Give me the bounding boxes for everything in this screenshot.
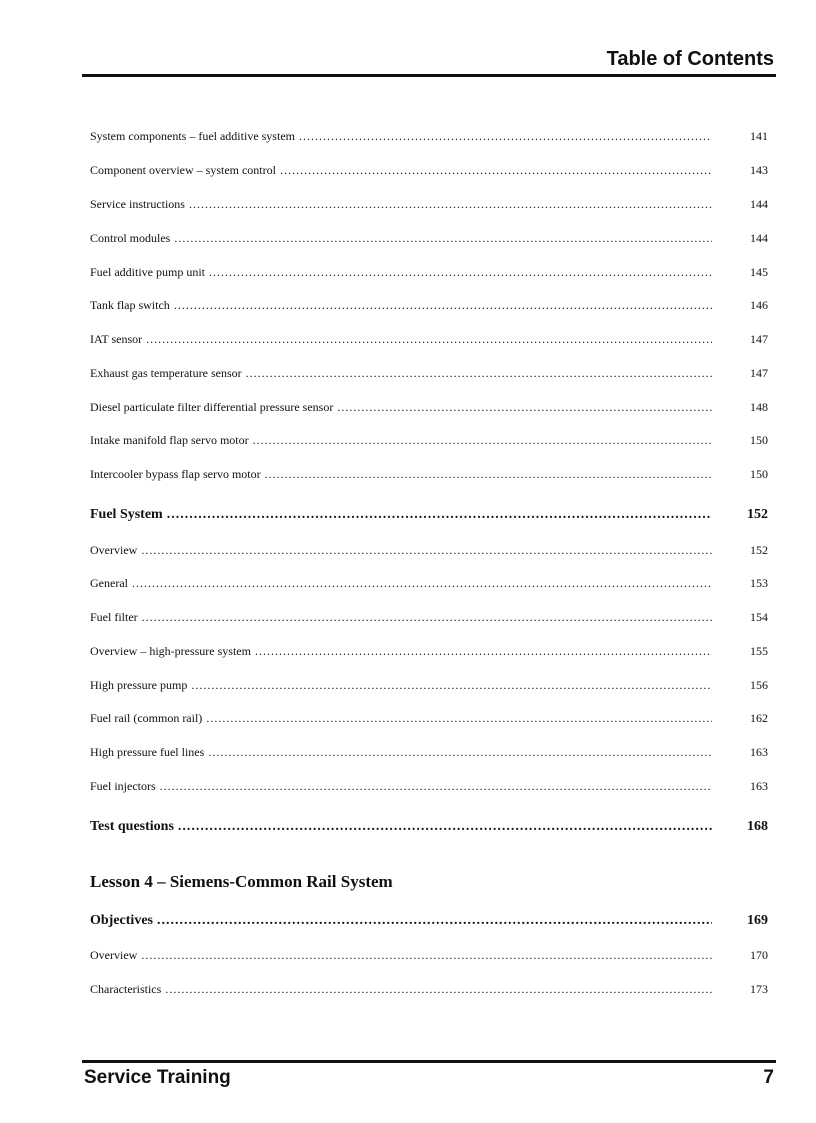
dot-leader	[174, 298, 712, 313]
toc-entry-label: High pressure pump	[90, 678, 188, 692]
toc-entry[interactable]	[90, 265, 768, 283]
dot-leader	[132, 576, 712, 591]
toc-section-label: Fuel System	[90, 507, 163, 522]
toc-entry[interactable]	[90, 400, 768, 418]
dot-leader	[208, 745, 712, 760]
toc-entry-label: Intake manifold flap servo motor	[90, 433, 249, 447]
footer-title: Service Training	[84, 1067, 231, 1088]
toc-entry-page: 173	[750, 982, 768, 996]
dot-leader	[246, 366, 712, 381]
toc-entry-page: 170	[750, 948, 768, 962]
toc-entry-label: Tank flap switch	[90, 298, 170, 312]
toc-entry-page: 150	[750, 467, 768, 481]
toc-section-page: 168	[747, 819, 768, 834]
toc-entry[interactable]	[90, 433, 768, 451]
toc-entry-page: 150	[750, 433, 768, 447]
dot-leader	[191, 678, 712, 693]
toc-entry[interactable]	[90, 467, 768, 485]
toc-entry[interactable]	[90, 332, 768, 350]
toc-entry-label: System components – fuel additive system	[90, 129, 295, 143]
toc-entry-page: 154	[750, 610, 768, 624]
toc-section-page: 152	[747, 507, 768, 522]
toc-entry[interactable]	[90, 129, 768, 147]
toc-entry-label: Fuel additive pump unit	[90, 265, 205, 279]
toc-entry[interactable]	[90, 948, 768, 966]
toc-entry[interactable]	[90, 678, 768, 696]
dot-leader	[160, 779, 712, 794]
toc-entry[interactable]	[90, 298, 768, 316]
toc-entry-page: 148	[750, 400, 768, 414]
toc-entry-page: 147	[750, 366, 768, 380]
toc-entry[interactable]	[90, 779, 768, 797]
dot-leader	[167, 507, 712, 523]
toc-entry-page: 155	[750, 644, 768, 658]
lesson-heading: Lesson 4 – Siemens-Common Rail System	[90, 872, 393, 891]
toc-entry-label: High pressure fuel lines	[90, 745, 205, 759]
toc-entry[interactable]	[90, 982, 768, 1000]
toc-entry-page: 152	[750, 543, 768, 557]
toc-entry-label: Fuel injectors	[90, 779, 156, 793]
toc-entry-page: 141	[750, 129, 768, 143]
toc-entry-label: Component overview – system control	[90, 163, 276, 177]
toc-entry-label: Overview	[90, 543, 138, 557]
dot-leader	[280, 163, 712, 178]
toc-entry-label: Exhaust gas temperature sensor	[90, 366, 242, 380]
toc-entry-page: 163	[750, 745, 768, 759]
page-header-title: Table of Contents	[606, 48, 774, 70]
dot-leader	[141, 543, 712, 558]
toc-entry-label: Characteristics	[90, 982, 162, 996]
toc-section-objectives[interactable]	[90, 913, 768, 931]
toc-entry[interactable]	[90, 610, 768, 628]
toc-entry-page: 163	[750, 779, 768, 793]
header-divider	[82, 74, 776, 77]
toc-section-fuel-system[interactable]	[90, 507, 768, 525]
toc-entry[interactable]	[90, 543, 768, 561]
toc-entry-label: Fuel filter	[90, 610, 138, 624]
toc-entry-page: 144	[750, 231, 768, 245]
toc-section-test-questions[interactable]	[90, 819, 768, 837]
toc-entry-page: 156	[750, 678, 768, 692]
dot-leader	[141, 948, 712, 963]
toc-entry-page: 146	[750, 298, 768, 312]
toc-entry-label: Diesel particulate filter differential pressure sensor	[90, 400, 334, 414]
toc-entry-page: 145	[750, 265, 768, 279]
dot-leader	[209, 265, 712, 280]
toc-entry-label: Fuel rail (common rail)	[90, 711, 203, 725]
toc-entry-label: Overview – high-pressure system	[90, 644, 251, 658]
toc-entry[interactable]	[90, 644, 768, 662]
toc-entry-label: Service instructions	[90, 197, 185, 211]
toc-entry[interactable]	[90, 745, 768, 763]
dot-leader	[337, 400, 712, 415]
dot-leader	[146, 332, 712, 347]
toc-entry[interactable]	[90, 711, 768, 729]
toc-section-page: 169	[747, 913, 768, 928]
dot-leader	[189, 197, 712, 212]
dot-leader	[265, 467, 712, 482]
toc-entry-label: Control modules	[90, 231, 171, 245]
toc-entry-page: 162	[750, 711, 768, 725]
dot-leader	[206, 711, 712, 726]
toc-entry[interactable]	[90, 366, 768, 384]
toc-section-label: Objectives	[90, 913, 153, 928]
dot-leader	[178, 819, 712, 835]
toc-section-label: Test questions	[90, 819, 174, 834]
toc-entry[interactable]	[90, 163, 768, 181]
dot-leader	[142, 610, 712, 625]
toc-entry-page: 144	[750, 197, 768, 211]
toc-entry-page: 147	[750, 332, 768, 346]
toc-entry-label: Intercooler bypass flap servo motor	[90, 467, 261, 481]
dot-leader	[157, 913, 712, 929]
toc-entry-label: Overview	[90, 948, 138, 962]
dot-leader	[299, 129, 712, 144]
toc-entry-label: General	[90, 576, 128, 590]
toc-entry[interactable]	[90, 231, 768, 249]
footer-divider	[82, 1060, 776, 1063]
page-number: 7	[763, 1067, 774, 1088]
dot-leader	[174, 231, 712, 246]
toc-entry[interactable]	[90, 576, 768, 594]
toc-entry-page: 143	[750, 163, 768, 177]
dot-leader	[165, 982, 712, 997]
toc-entry-page: 153	[750, 576, 768, 590]
toc-entry-label: IAT sensor	[90, 332, 143, 346]
dot-leader	[255, 644, 712, 659]
toc-entry[interactable]	[90, 197, 768, 215]
dot-leader	[253, 433, 712, 448]
